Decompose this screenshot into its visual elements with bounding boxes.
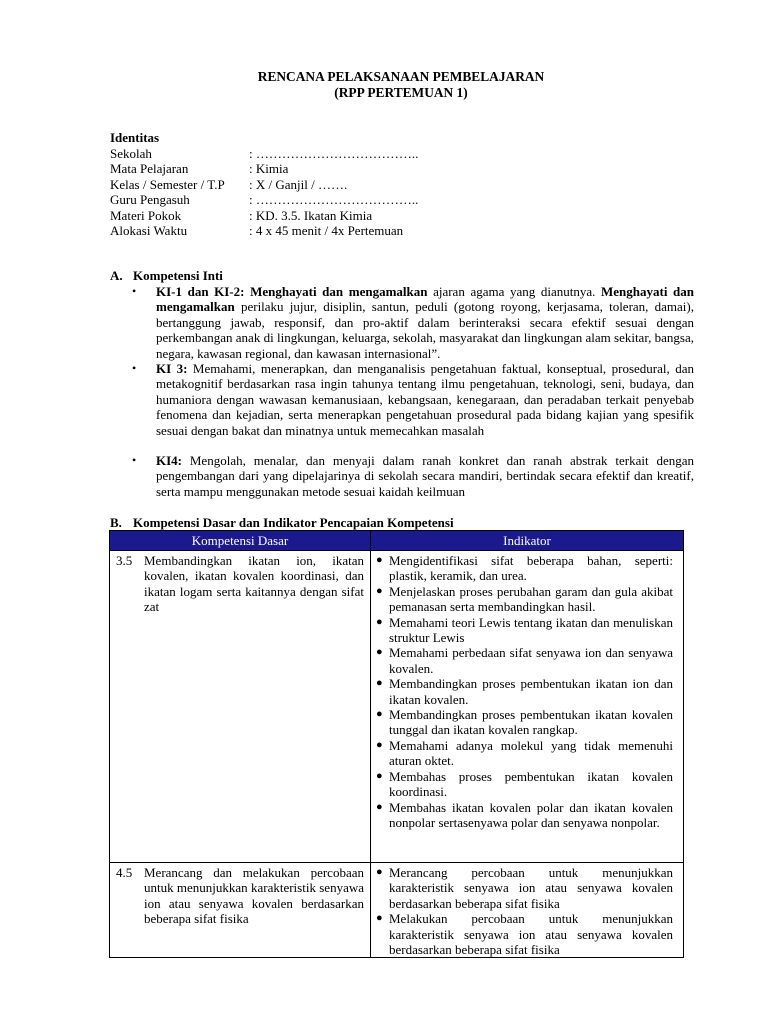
identitas-label: Materi Pokok [110, 207, 182, 223]
identitas-list [110, 146, 418, 238]
bullet-icon: ● [376, 866, 383, 878]
document-title: RENCANA PELAKSANAAN PEMBELAJARAN [257, 69, 545, 84]
ki1-label: KI-1 dan KI-2: Menghayati dan mengamalkan [156, 284, 428, 299]
ki4-paragraph [132, 453, 694, 499]
bullet-icon: ● [376, 738, 383, 751]
identitas-row [110, 161, 418, 176]
identitas-label: Alokasi Waktu [110, 223, 188, 239]
section-b-letter: B. [110, 515, 122, 530]
identitas-value: : X / Ganjil / ……. [249, 176, 348, 192]
indikator-text: Membahas ikatan kovalen polar dan ikatan kovalen nonpolar sertasenyawa polar dan senyawa nonpolar. [389, 799, 673, 830]
bullet-icon: ● [376, 708, 383, 721]
bullet-icon: ● [376, 912, 383, 925]
bullet-icon: • [132, 284, 137, 298]
identitas-value: : KD. 3.5. Ikatan Kimia [249, 207, 373, 223]
ki3-paragraph [132, 361, 694, 438]
kd-text: Merancang dan melakukan percobaan untuk menunjukkan karakteristik senyawa ion atau senyawa kovalen berdasarkan beberapa sifat fisika [144, 865, 364, 927]
column-header-indikator: Indikator [371, 531, 684, 551]
indikator-text: Membahas proses pembentukan ikatan kovalen koordinasi. [389, 768, 673, 800]
ki3-text: Memahami, menerapkan, dan menganalisis pengetahuan faktual, konseptual, prosedural, dan metakognitif berdasarkan rasa ingin tahunya tentang ilmu pengetahuan, teknologi, seni, budaya, dan humaniora dengan wawasan kemanusiaan, kebangsaan, kenegaraan, dan peradaban terkait penyebab fenomena dan kejadian, serta menerapkan pengetahuan prosedural pada bidang kajian yang spesifik sesuai dengan bakat dan minatnya untuk memecahkan masalah [156, 361, 694, 438]
section-a-title: Kompetensi Inti [133, 268, 223, 283]
indikator-text: Memahami teori Lewis tentang ikatan dan menuliskan struktur Lewis [389, 614, 673, 646]
identitas-value: : 4 x 45 menit / 4x Pertemuan [249, 223, 404, 239]
column-header-kompetensi-dasar: Kompetensi Dasar [110, 531, 371, 551]
identitas-row [110, 192, 418, 207]
table-header-row [110, 531, 684, 551]
kd-cell [110, 863, 371, 958]
bullet-icon: ● [376, 769, 383, 782]
bullet-icon: ● [376, 800, 383, 813]
table-row [110, 551, 684, 863]
section-b-heading [110, 515, 454, 531]
ki4-label: KI4: [156, 453, 182, 468]
ki2-text: perilaku jujur, disiplin, santun, peduli (gotong royong, kerjasama, toleran, damai), bertanggung jawab, responsif, dan pro-aktif dalam berinteraksi secara efektif sesuai dengan perkembangan anak di lingkungan, keluarga, sekolah, masyarakat dan lingkungan alam sekitar, bangsa, negara, kawasan regional, dan kawasan internasional”. [156, 299, 694, 361]
list-item [376, 645, 673, 676]
ki4-text: Mengolah, menalar, dan menyaji dalam ranah konkret dan ranah abstrak terkait dengan pengembangan dari yang dipelajarinya di sekolah secara mandiri, bertindak secara efektif dan kreatif, serta mampu menggunakan metode sesuai kaidah keilmuan [156, 453, 694, 499]
indikator-cell [371, 863, 684, 958]
identitas-label: Guru Pengasuh [110, 192, 190, 208]
list-item [376, 737, 673, 769]
indikator-text: Memahami perbedaan sifat senyawa ion dan senyawa kovalen. [389, 645, 673, 676]
bullet-icon: • [132, 453, 137, 467]
indikator-text: Menjelaskan proses perubahan garam dan gula akibat pemanasan serta membandingkan hasil. [389, 583, 673, 615]
bullet-icon: • [132, 361, 137, 375]
bullet-icon: ● [376, 677, 383, 690]
ki2-label: Menghayati dan mengamalkan [156, 284, 694, 315]
list-item [376, 799, 673, 831]
bullet-icon: ● [376, 584, 383, 597]
table-row [110, 863, 684, 958]
list-item [376, 865, 673, 911]
list-item [376, 676, 673, 707]
indikator-cell [371, 551, 684, 863]
indikator-text: Membandingkan proses pembentukan ikatan kovalen tunggal dan ikatan kovalen rangkap. [389, 707, 673, 738]
kompetensi-table [109, 530, 684, 958]
list-item [376, 911, 673, 958]
indikator-text: Memahami adanya molekul yang tidak memenuhi aturan oktet. [389, 737, 673, 769]
identitas-value: : ……………………………….. [249, 192, 419, 208]
ki1-ki2-paragraph [132, 284, 694, 361]
ki3-label: KI 3: [156, 361, 188, 376]
list-item [376, 553, 673, 584]
identitas-value: : ……………………………….. [249, 146, 419, 161]
identitas-row [110, 223, 418, 238]
indikator-text: Mengidentifikasi sifat beberapa bahan, seperti: plastik, keramik, dan urea. [389, 553, 673, 584]
identitas-row [110, 146, 418, 161]
list-item [376, 707, 673, 738]
bullet-icon: ● [376, 615, 383, 628]
bullet-icon: ● [376, 554, 383, 566]
identitas-label: Mata Pelajaran [110, 161, 189, 177]
identitas-row [110, 208, 418, 223]
kd-number: 4.5 [116, 865, 133, 880]
kd-cell [110, 551, 371, 863]
ki1-text: ajaran agama yang dianutnya. [427, 284, 601, 299]
identitas-label: Kelas / Semester / T.P [110, 176, 225, 192]
indikator-text: Merancang percobaan untuk menunjukkan karakteristik senyawa ion atau senyawa kovalen berdasarkan beberapa sifat fisika [389, 865, 673, 911]
list-item [376, 583, 673, 615]
section-a-heading [110, 268, 223, 284]
indikator-text: Melakukan percobaan untuk menunjukkan karakteristik senyawa ion atau senyawa kovalen berdasarkan beberapa sifat fisika [389, 911, 673, 958]
section-b-title: Kompetensi Dasar dan Indikator Pencapaian Kompetensi [133, 515, 454, 530]
identitas-value: : Kimia [249, 161, 289, 177]
list-item [376, 614, 673, 646]
section-a-letter: A. [110, 268, 123, 283]
identitas-heading: Identitas [110, 130, 160, 145]
bullet-icon: ● [376, 646, 383, 659]
identitas-row [110, 177, 418, 192]
kd-number: 3.5 [116, 553, 133, 568]
indikator-text: Membandingkan proses pembentukan ikatan ion dan ikatan kovalen. [389, 676, 673, 707]
document-subtitle: (RPP PERTEMUAN 1) [334, 85, 468, 100]
identitas-label: Sekolah [110, 146, 152, 161]
kd-text: Membandingkan ikatan ion, ikatan kovalen, ikatan kovalen koordinasi, dan ikatan logam serta kaitannya dengan sifat zat [144, 553, 364, 615]
list-item [376, 768, 673, 800]
